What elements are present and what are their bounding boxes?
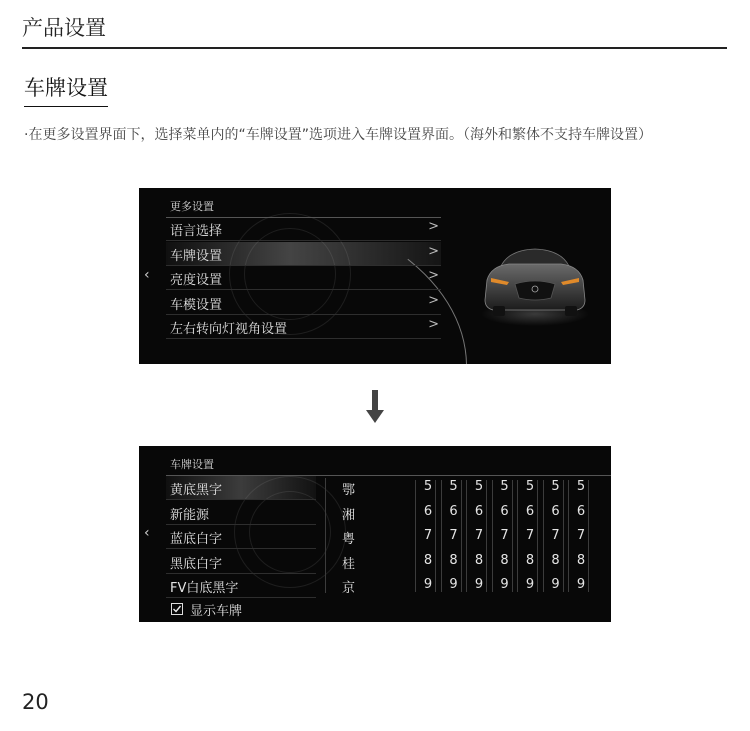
province-option[interactable]: 粤 [342,532,356,547]
menu-item[interactable] [166,242,441,266]
digit-option[interactable]: 6 [474,503,484,519]
chevron-right-icon: > [428,317,439,332]
province-option[interactable]: 湘 [342,507,356,523]
digit-column-divider [563,480,564,592]
digit-option[interactable]: 6 [500,503,509,519]
section-title: 车牌设置 [24,72,108,107]
plate-type-item[interactable] [166,574,316,598]
digit-option[interactable]: 6 [576,503,586,519]
digit-column-divider [435,480,436,592]
digit-option[interactable]: 7 [449,528,458,543]
plate-type-separator [166,597,316,598]
digit-option[interactable]: 9 [423,577,433,592]
screen-title: 车牌设置 [170,458,214,471]
digit-column-divider [461,480,462,592]
plate-type-label: 蓝底白字 [170,532,223,547]
digit-option[interactable]: 8 [500,552,509,568]
digit-option[interactable]: 8 [423,552,433,568]
digit-option[interactable]: 6 [525,503,535,519]
digit-option[interactable]: 8 [474,552,484,568]
digit-column-divider [415,480,416,592]
digit-option[interactable]: 7 [423,528,433,543]
digit-option[interactable]: 6 [449,503,458,519]
plate-type-item[interactable] [166,501,316,525]
digit-option[interactable]: 9 [449,577,458,592]
chevron-right-icon: > [428,268,439,283]
digit-column-divider [512,480,513,592]
column-divider [325,478,326,593]
plate-type-label: FV白底黑字 [170,581,239,596]
header-title: 产品设置 [22,16,106,40]
car-front-icon [479,232,591,328]
digit-column-divider [568,480,569,592]
digit-option[interactable]: 5 [551,479,560,494]
plate-type-label: 新能源 [170,507,210,523]
plate-type-label: 黄底黑字 [170,483,223,498]
menu-item[interactable] [166,291,441,315]
menu-item-label: 车模设置 [170,297,223,313]
digit-option[interactable]: 5 [500,479,509,494]
show-plate-checkbox[interactable] [171,603,183,615]
more-settings-screen [139,188,611,364]
digit-option[interactable]: 9 [500,577,509,592]
chevron-right-icon: > [428,243,439,259]
digit-option[interactable]: 5 [474,479,484,494]
digit-option[interactable]: 5 [525,479,535,494]
checkmark-icon [172,604,182,614]
page-number: 20 [22,690,49,714]
digit-column-divider [543,480,544,592]
chevron-left-icon[interactable]: ‹ [144,267,150,283]
screen-title: 更多设置 [170,200,214,213]
plate-settings-screen [139,446,611,622]
chevron-right-icon: > [428,219,439,234]
digit-option[interactable]: 5 [576,479,586,494]
digit-option[interactable]: 9 [474,577,484,592]
show-plate-label: 显示车牌 [190,604,243,619]
plate-type-label: 黑底白字 [170,556,223,572]
digit-column-divider [441,480,442,592]
menu-item[interactable] [166,266,441,290]
digit-column-divider [492,480,493,592]
digit-option[interactable]: 6 [423,503,433,519]
digit-option[interactable]: 9 [525,577,535,592]
digit-option[interactable]: 5 [449,479,458,494]
menu-separator [166,338,441,339]
digit-option[interactable]: 8 [449,552,458,568]
digit-column-divider [517,480,518,592]
digit-column-divider [486,480,487,592]
menu-item-label: 亮度设置 [170,273,223,288]
digit-option[interactable]: 7 [500,528,509,543]
menu-item-label: 左右转向灯视角设置 [170,322,288,337]
plate-type-item[interactable] [166,476,316,500]
arrow-down-icon [362,390,388,424]
digit-option[interactable]: 6 [551,503,560,519]
digit-option[interactable]: 8 [576,552,586,568]
digit-option[interactable]: 5 [423,479,433,494]
plate-type-item[interactable] [166,525,316,549]
chevron-right-icon: > [428,292,439,308]
digit-column-divider [537,480,538,592]
province-option[interactable]: 京 [342,581,356,596]
digit-option[interactable]: 7 [525,528,535,543]
menu-item-label: 车牌设置 [170,248,223,264]
plate-type-item[interactable] [166,550,316,574]
digit-option[interactable]: 9 [551,577,560,592]
digit-column-divider [466,480,467,592]
menu-item[interactable] [166,217,441,241]
digit-option[interactable]: 7 [474,528,484,543]
digit-option[interactable]: 7 [551,528,560,543]
description-paragraph: ·在更多设置界面下，选择菜单内的“车牌设置”选项进入车牌设置界面。（海外和繁体不支持车牌设置） [24,127,652,143]
digit-option[interactable]: 8 [551,552,560,568]
province-option[interactable]: 桂 [342,556,356,572]
digit-option[interactable]: 7 [576,528,586,543]
digit-column-divider [588,480,589,592]
chevron-left-icon[interactable]: ‹ [144,525,150,541]
menu-item[interactable] [166,315,441,339]
digit-option[interactable]: 8 [525,552,535,568]
digit-option[interactable]: 9 [576,577,586,592]
province-option[interactable]: 鄂 [342,483,356,498]
menu-item-label: 语言选择 [170,224,223,239]
header-rule [22,47,727,49]
